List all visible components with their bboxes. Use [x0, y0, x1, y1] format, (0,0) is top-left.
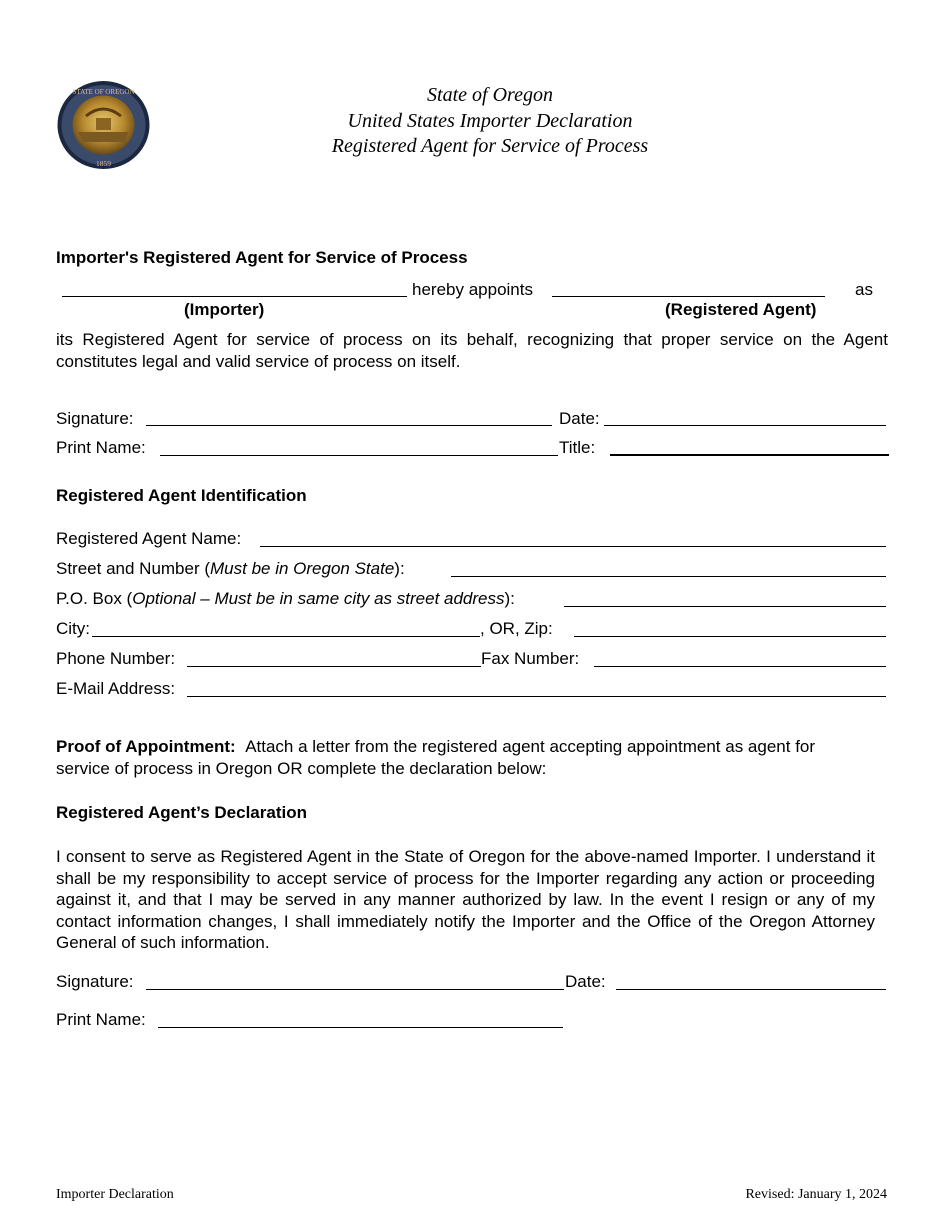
document-title [240, 83, 740, 160]
state-seal-icon [56, 80, 151, 170]
appointment-paragraph: its Registered Agent for service of process on its behalf, recognizing that proper service on the Agent constitutes legal and valid service of process on itself. [56, 330, 888, 371]
proof-text-line2: service of process in Oregon OR complete the declaration below: [56, 759, 547, 778]
seal-ring-text: STATE OF OREGON [72, 88, 135, 96]
state-seal-logo [56, 80, 151, 170]
signature-line[interactable] [146, 425, 552, 426]
email-line[interactable] [187, 696, 886, 697]
agent-signature-line[interactable] [146, 989, 564, 990]
po-box-label: P.O. Box (Optional – Must be in same city as street address): [56, 589, 515, 608]
title-line-1: State of Oregon [427, 84, 553, 106]
proof-heading: Proof of Appointment: [56, 737, 236, 756]
section-heading-agent-declaration: Registered Agent’s Declaration [56, 803, 307, 822]
po-box-line[interactable] [564, 606, 886, 607]
agent-name-line[interactable] [260, 546, 886, 547]
title-label: Title: [559, 438, 596, 457]
street-label: Street and Number (Must be in Oregon State): [56, 559, 405, 578]
date-line[interactable] [604, 425, 886, 426]
city-label: City: [56, 619, 90, 638]
declaration-paragraph: I consent to serve as Registered Agent in the State of Oregon for the above-named Importer. I understand it shall be my responsibility to accept service of process for the Importer regarding any action or proceeding against it, and that I may be served in any manner authorized by law. In the event I resign or any of my contact information changes, I shall immediately notify the Importer and the Office of the Oregon Attorney General of such information. [56, 847, 875, 952]
section-heading-agent-identification: Registered Agent Identification [56, 486, 307, 505]
print-name-line[interactable] [160, 455, 558, 456]
agent-signature-label: Signature: [56, 972, 134, 991]
as-text: as [855, 280, 873, 299]
fax-label: Fax Number: [481, 649, 580, 668]
footer-revised: Revised: January 1, 2024 [745, 1187, 887, 1202]
agent-date-label: Date: [565, 972, 606, 991]
registered-agent-label: (Registered Agent) [665, 300, 817, 319]
title-line-3: Registered Agent for Service of Process [331, 135, 649, 157]
proof-of-appointment-line1: Proof of Appointment: Attach a letter from the registered agent accepting appointment as agent for [56, 737, 816, 756]
hereby-appoints-text: hereby appoints [412, 280, 533, 299]
city-line[interactable] [92, 636, 480, 637]
fax-line[interactable] [594, 666, 886, 667]
phone-line[interactable] [187, 666, 481, 667]
agent-print-name-label: Print Name: [56, 1010, 146, 1029]
phone-label: Phone Number: [56, 649, 176, 668]
footer-left: Importer Declaration [56, 1187, 174, 1202]
importer-label: (Importer) [184, 300, 265, 319]
date-label: Date: [559, 409, 600, 428]
agent-date-line[interactable] [616, 989, 886, 990]
section-heading-importer-agent: Importer's Registered Agent for Service of Process [56, 248, 468, 267]
registered-agent-name-line[interactable] [552, 296, 825, 297]
zip-line[interactable] [574, 636, 886, 637]
print-name-label: Print Name: [56, 438, 146, 457]
title-line-2: United States Importer Declaration [347, 109, 633, 132]
email-label: E-Mail Address: [56, 679, 176, 698]
importer-name-line[interactable] [62, 296, 407, 297]
or-zip-label: , OR, Zip: [480, 619, 553, 638]
title-line[interactable] [610, 454, 889, 456]
street-line[interactable] [451, 576, 886, 577]
agent-print-name-line[interactable] [158, 1027, 563, 1028]
agent-name-label: Registered Agent Name: [56, 529, 242, 548]
signature-label: Signature: [56, 409, 134, 428]
seal-year: 1859 [96, 159, 111, 168]
